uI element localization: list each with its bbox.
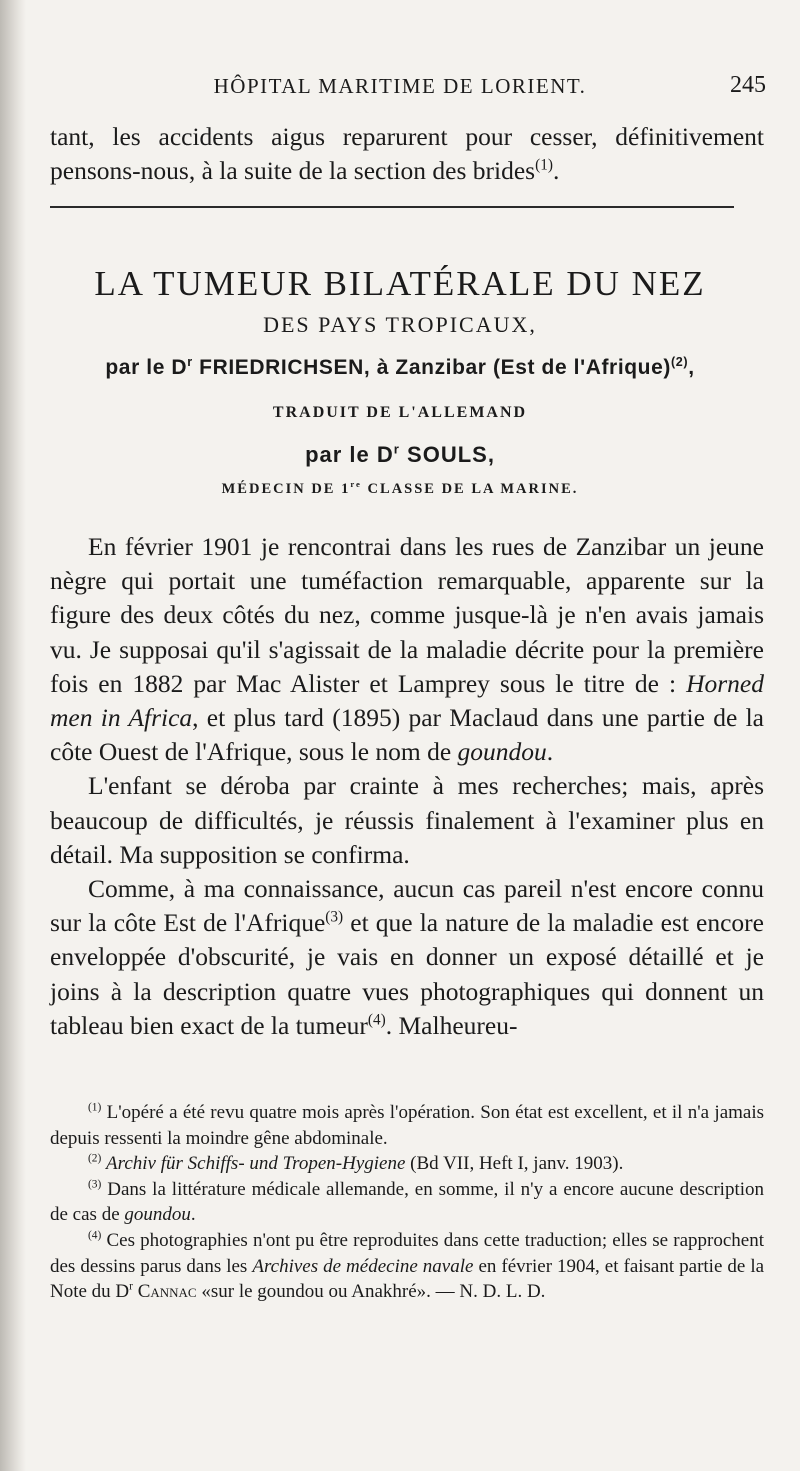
translator-name: SOULS, (407, 442, 495, 467)
translator-prefix: par le D (305, 442, 394, 467)
intro-line-1: tant, les accidents aigus reparurent pour cesser, définitivement (50, 122, 764, 151)
previous-article-ending (50, 120, 764, 188)
footnote-ref-3: (3) (325, 908, 344, 926)
translator-title-suffix: CLASSE DE LA MARINE. (367, 481, 579, 497)
footnote-4-text-a: Ces photographies n'ont pu être reproduites dans cette traduction; elles se rapprochent des dessins parus dans les (50, 1229, 764, 1277)
paragraph-1-italic-title: Horned men in Africa (50, 668, 765, 733)
binding-gutter-shadow (0, 0, 26, 1471)
footnote-1-mark: (1) (88, 1101, 102, 1114)
paragraph-1-text-a: En février 1901 je rencontrai dans les rues de Zanzibar un jeune nègre qui portait une tuméfaction remarquable, apparente sur la figure des deux côtés du nez, comme jusque-là je n'en avais jamais vu. Je supposai qu'il s'agissait de la maladie décrite pour la première fois en 1882 par Mac Alister et Lamprey sous le titre de : (50, 532, 764, 698)
running-title: HÔPITAL MARITIME DE LORIENT. (213, 74, 587, 98)
translator-prefix-sup: r (393, 441, 400, 457)
author-prefix: par le D (105, 356, 188, 379)
author-prefix-sup: r (187, 355, 193, 369)
intro-line-2-end: . (552, 156, 560, 186)
translator-title (30, 481, 770, 498)
translator-title-sup: re (350, 479, 362, 490)
footnote-4 (50, 1228, 764, 1305)
intro-line-2: pensons-nous, à la suite de la section des brides (50, 156, 536, 186)
section-divider (50, 206, 734, 208)
translator-line (30, 442, 770, 468)
footnote-ref-2: (2) (671, 355, 689, 369)
article-subtitle: DES PAYS TROPICAUX, (263, 312, 537, 337)
page-number: 245 (730, 72, 766, 98)
paragraph-1 (50, 530, 764, 769)
paragraph-3 (50, 872, 764, 1043)
footnote-4-sup: r (129, 1280, 133, 1293)
footnote-2-journal: Archiv für Schiffs- und Tropen-Hygiene (106, 1153, 406, 1175)
author-suffix: , (688, 356, 695, 379)
footnote-1-text: L'opéré a été revu quatre mois après l'opération. Son état est excellent, et il n'a jamais depuis ressenti la moindre gêne abdominale. (50, 1102, 765, 1149)
translated-from: TRADUIT DE L'ALLEMAND (272, 404, 528, 421)
footnote-2 (50, 1151, 764, 1177)
paragraph-3-text-c: . Malheureu- (385, 1010, 518, 1040)
author-line (30, 356, 770, 380)
author-name: FRIEDRICHSEN, à Zanzibar (Est de l'Afrique) (199, 356, 671, 379)
paragraph-2: L'enfant se déroba par crainte à mes recherches; mais, après beaucoup de difficultés, je réussis finalement à l'examiner plus en détail. Ma supposition se confirma. (50, 771, 764, 869)
footnote-4-mark: (4) (88, 1229, 102, 1242)
footnote-3-mark: (3) (88, 1178, 102, 1191)
paragraph-3-text-a: Comme, à ma connaissance, aucun cas pareil n'est encore connu sur la côte Est de l'Afrique (50, 874, 764, 938)
footnote-1 (50, 1100, 764, 1151)
footnote-4-text-c: «sur le goundou ou Anakhré». — N. D. L. D. (201, 1281, 546, 1303)
article-title: LA TUMEUR BILATÉRALE DU NEZ (94, 264, 706, 303)
footnote-2-text: (Bd VII, Heft I, janv. 1903). (410, 1153, 624, 1175)
footnotes (50, 1100, 764, 1305)
footnote-4-name: Cannac (137, 1281, 197, 1303)
paragraph-3-text-b: et que la nature de la maladie est encore enveloppée d'obscurité, je vais en donner un exposé détaillé et je joins à la description quatre vues photographiques qui donnent un tableau bien exact de la tumeur (50, 908, 764, 1040)
paragraph-1-text-c: . (546, 737, 554, 767)
footnote-3-text: Dans la littérature médicale allemande, en somme, il n'y a encore aucune description de cas de (50, 1178, 765, 1226)
running-header (0, 74, 800, 108)
footnote-ref-4: (4) (367, 1011, 386, 1029)
footnote-ref-1: (1) (535, 156, 553, 174)
translator-title-prefix: MÉDECIN DE 1 (221, 481, 351, 497)
footnote-4-journal: Archives de médecine navale (252, 1255, 474, 1277)
article-body (50, 530, 764, 1043)
footnote-3 (50, 1177, 764, 1228)
footnote-3-end: . (190, 1204, 196, 1226)
footnote-2-mark: (2) (88, 1152, 102, 1165)
footnote-4-text-b: en février 1904, et faisant partie de la Note du D (50, 1255, 765, 1303)
paragraph-1-text-b: , et plus tard (1895) par Maclaud dans une partie de la côte Ouest de l'Afrique, sous le nom de (50, 703, 764, 767)
paragraph-1-italic-goundou: goundou (457, 737, 547, 767)
footnote-3-italic: goundou (124, 1204, 191, 1226)
